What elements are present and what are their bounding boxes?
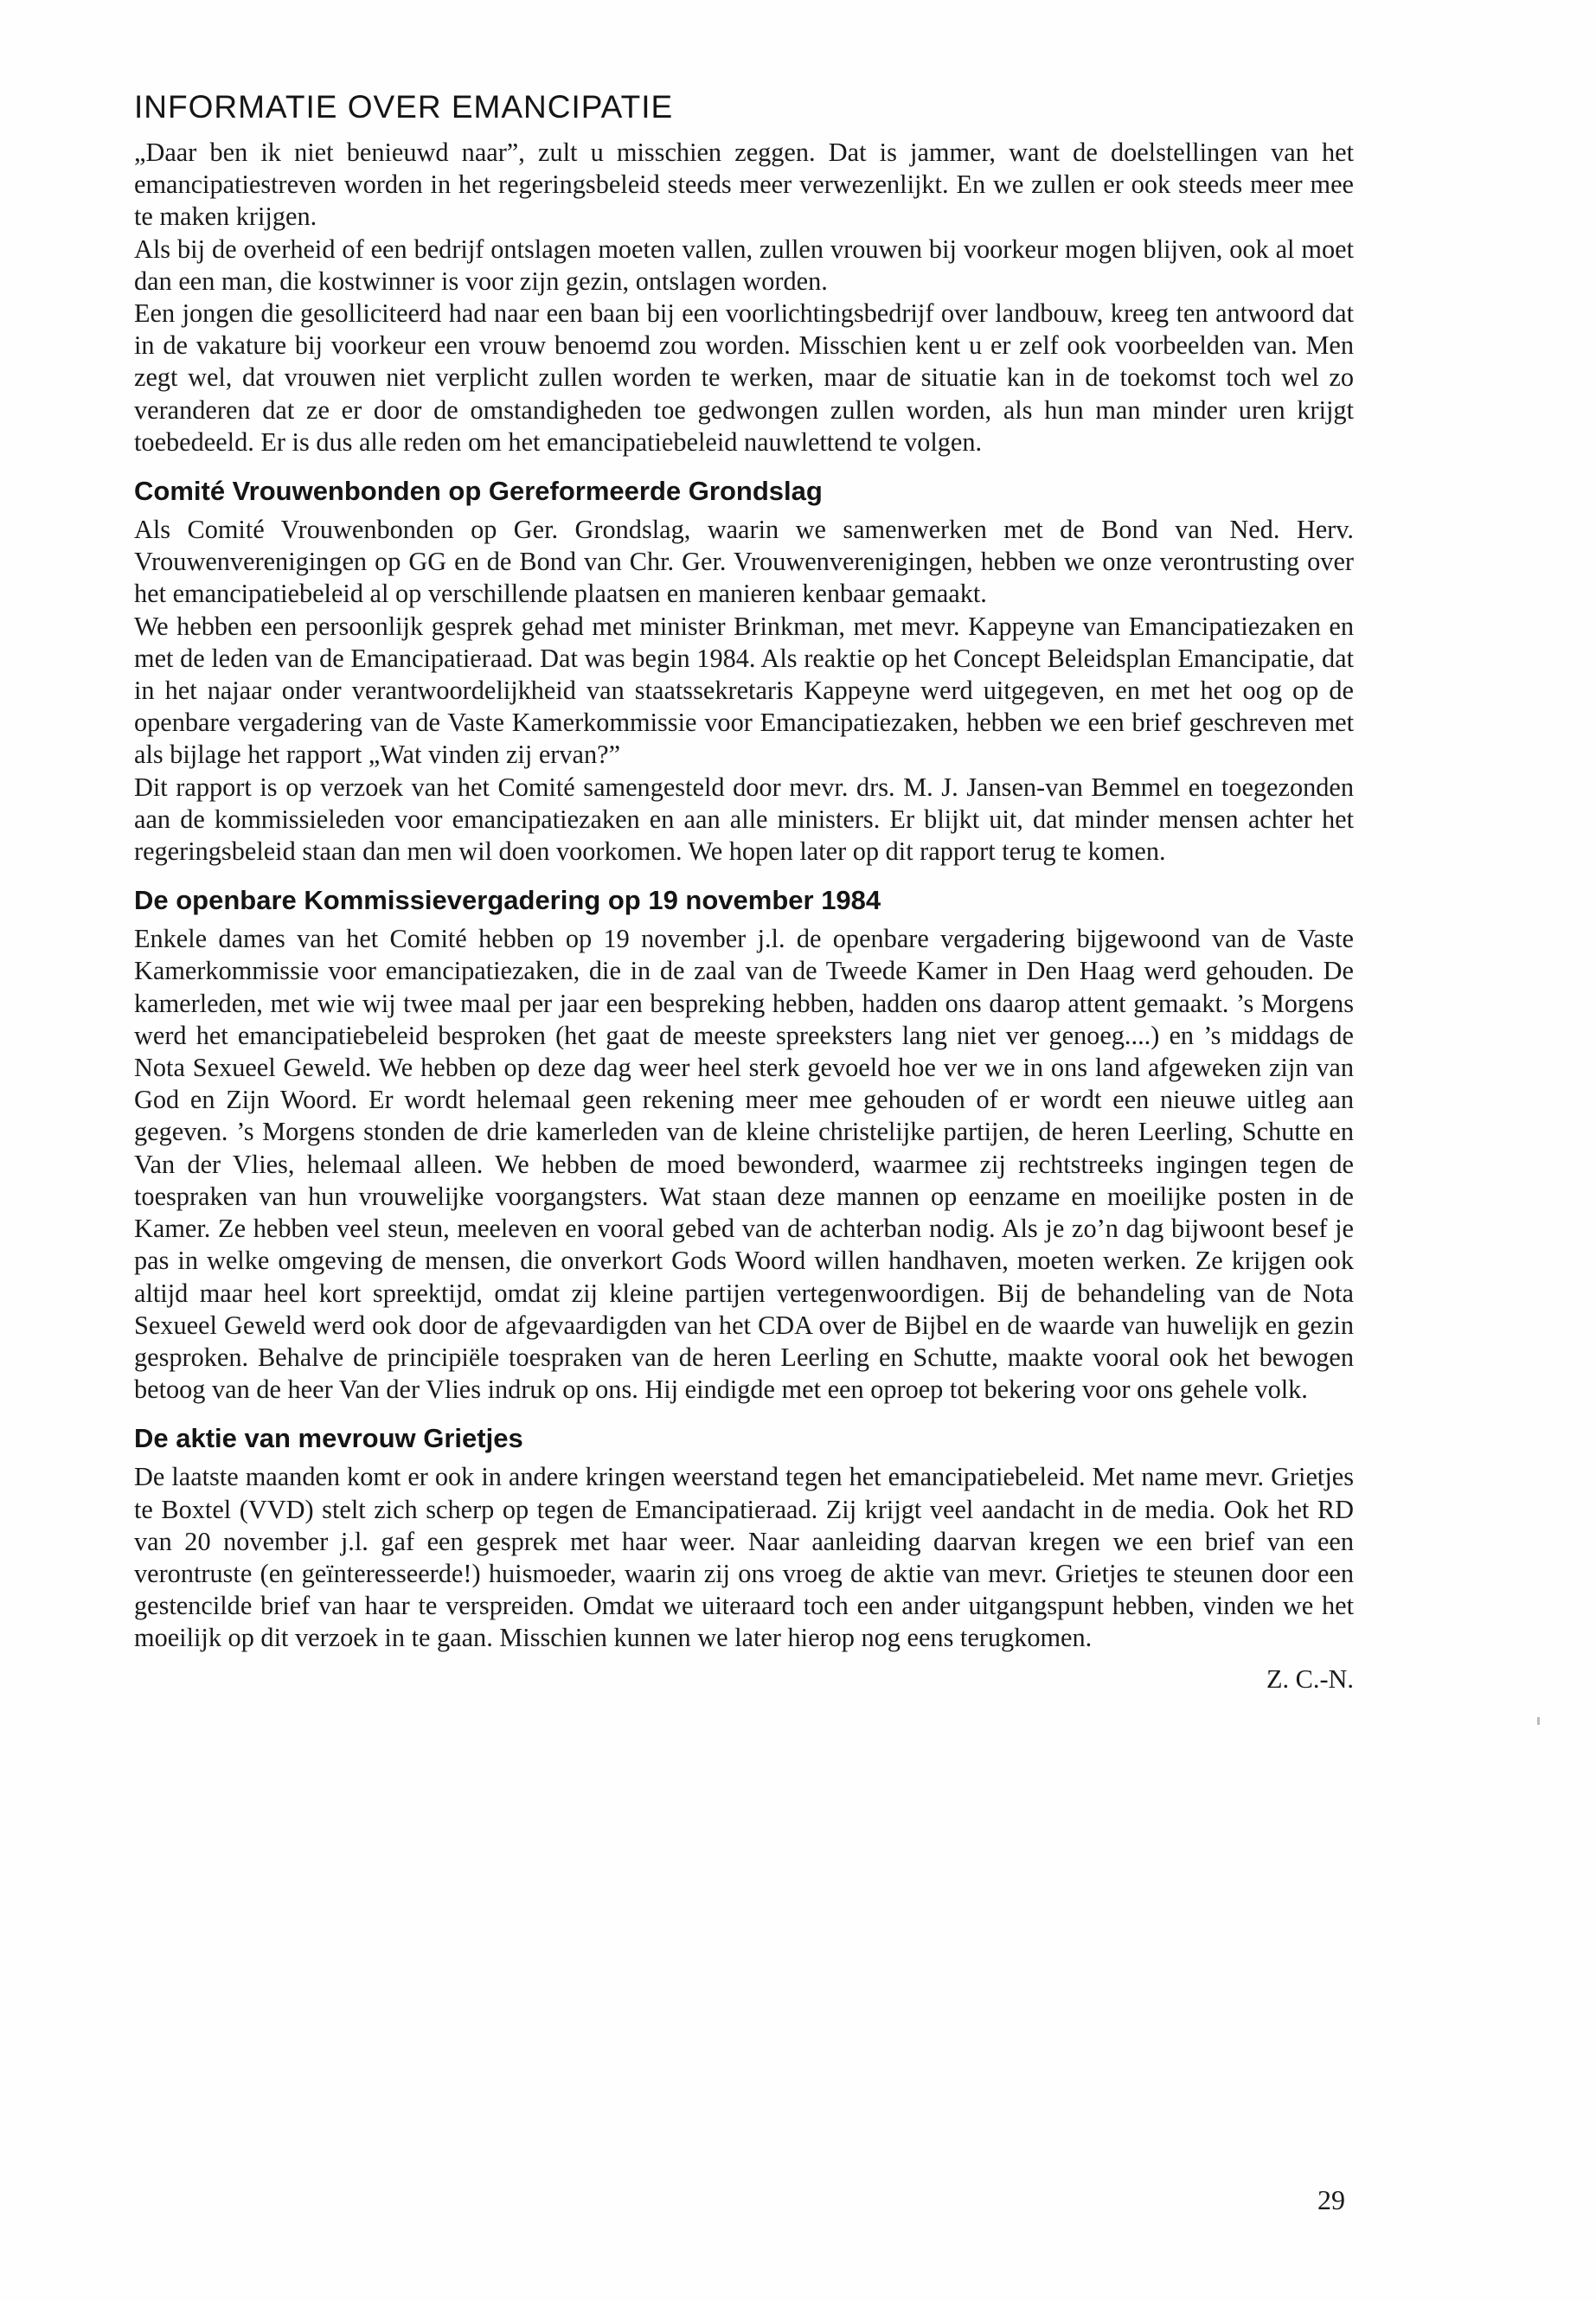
section-paragraph: We hebben een persoonlijk gesprek gehad met minister Brinkman, met mevr. Kappeyne van Emancipatiezaken en met de leden van de Emancipatieraad. Dat was begin 1984. Als reaktie op het Concept Beleidsplan Emancipatie, dat in het najaar onder verantwoordelijkheid van staatssekretaris Kappeyne werd uitgegeven, en met het oog op de openbare vergadering van de Vaste Kamerkommissie voor Emancipatiezaken, hebben we een brief geschreven met als bijlage het rapport „Wat vinden zij ervan?” (134, 611, 1354, 770)
section-paragraph: Als Comité Vrouwenbonden op Ger. Grondslag, waarin we samenwerken met de Bond van Ned. Herv. Vrouwenverenigingen op GG en de Bond van Chr. Ger. Vrouwenverenigingen, hebben we onze verontrusting over het emancipatiebeleid al op verschillende plaatsen en manieren kenbaar gemaakt. (134, 515, 1354, 609)
author-signature: Z. C.-N. (1266, 1663, 1354, 1694)
section-heading: Comité Vrouwenbonden op Gereformeerde Grondslag (134, 476, 823, 507)
section-comite (134, 474, 1354, 868)
article-title: INFORMATIE OVER EMANCIPATIE (134, 89, 674, 125)
section-paragraph: De laatste maanden komt er ook in andere kringen weerstand tegen het emancipatiebeleid. Met name mevr. Grietjes te Boxtel (VVD) stelt zich scherp op tegen de Emancipatieraad. Zij krijgt veel aandacht in de media. Ook het RD van 20 november j.l. gaf een gesprek met haar weer. Naar aanleiding daarvan kregen we een brief van een verontruste (en geïnteresseerde!) huismoeder, waarin zij ons vroeg de aktie van mevr. Grietjes te steunen door een gestencilde brief van haar te verspreiden. Omdat we uiteraard toch een ander uitgangspunt hebben, vinden we het moeilijk op dit verzoek in te gaan. Misschien kunnen we later hierop nog eens terugkomen. (134, 1462, 1354, 1653)
section-kommissievergadering (134, 883, 1354, 1406)
section-paragraph: Dit rapport is op verzoek van het Comité samengesteld door mevr. drs. M. J. Jansen-van Bemmel en toegezonden aan de kommissieleden voor emancipatiezaken en aan alle ministers. Er blijkt uit, dat minder mensen achter het regeringsbeleid staan dan men wil doen voorkomen. We hopen later op dit rapport terug te komen. (134, 772, 1354, 867)
article (134, 87, 1354, 1696)
intro-paragraph: „Daar ben ik niet benieuwd naar”, zult u misschien zeggen. Dat is jammer, want de doelstellingen van het emancipatiestreven worden in het regeringsbeleid steeds meer verwezenlijkt. En we zullen er ook steeds meer mee te maken krijgen. (134, 138, 1354, 232)
scan-speck (1537, 1717, 1540, 1725)
section-aktie-grietjes (134, 1421, 1354, 1654)
section-heading: De openbare Kommissievergadering op 19 november 1984 (134, 885, 881, 916)
intro-section (134, 137, 1354, 458)
page-number: 29 (1317, 2184, 1345, 2215)
intro-paragraph: Een jongen die gesolliciteerd had naar een baan bij een voorlichtingsbedrijf over landbouw, kreeg ten antwoord dat in de vakature bij voorkeur een vrouw benoemd zou worden. Misschien kent u er zelf ook voorbeelden van. Men zegt wel, dat vrouwen niet verplicht zullen worden te werken, maar de situatie kan in de toekomst toch wel zo veranderen dat ze er door de omstandigheden toe gedwongen zullen worden, als hun man minder uren krijgt toebedeeld. Er is dus alle reden om het emancipatiebeleid nauwlettend te volgen. (134, 298, 1354, 457)
intro-paragraph: Als bij de overheid of een bedrijf ontslagen moeten vallen, zullen vrouwen bij voorkeur mogen blijven, ook al moet dan een man, die kostwinner is voor zijn gezin, ontslagen worden. (134, 234, 1354, 296)
section-heading: De aktie van mevrouw Grietjes (134, 1423, 523, 1454)
section-paragraph: Enkele dames van het Comité hebben op 19 november j.l. de openbare vergadering bijgewoond van de Vaste Kamerkommissie voor emancipatiezaken, die in de zaal van de Tweede Kamer in Den Haag werd gehouden. De kamerleden, met wie wij twee maal per jaar een bespreking hebben, hadden ons daarop attent gemaakt. ’s Morgens werd het emancipatiebeleid besproken (het gaat de meeste spreeksters lang niet ver genoeg....) en ’s middags de Nota Sexueel Geweld. We hebben op deze dag weer heel sterk gevoeld hoe ver we in ons land afgeweken zijn van God en Zijn Woord. Er wordt helemaal geen rekening meer mee gehouden of er wordt een nieuwe uitleg aan gegeven. ’s Morgens stonden de drie kamerleden van de kleine christelijke partijen, de heren Leerling, Schutte en Van der Vlies, helemaal alleen. We hebben de moed bewonderd, waarmee zij rechtstreeks ingingen tegen de toespraken van hun vrouwelijke voorgangsters. Wat staan deze mannen op eenzame en moeilijke posten in de Kamer. Ze hebben veel steun, meeleven en vooral gebed van de achterban nodig. Als je zo’n dag bijwoont besef je pas in welke omgeving de mensen, die onverkort Gods Woord willen handhaven, moeten werken. Ze krijgen ook altijd maar heel kort spreektijd, omdat zij kleine partijen vertegenwoordigen. Bij de behandeling van de Nota Sexueel Geweld werd ook door de afgevaardigden van het CDA over de Bijbel en de waarde van huwelijk en gezin gesproken. Behalve de principiële toespraken van de heren Leerling en Schutte, maakte vooral ook het bewogen betoog van de heer Van der Vlies indruk op ons. Hij eindigde met een oproep tot bekering voor ons gehele volk. (134, 924, 1354, 1405)
